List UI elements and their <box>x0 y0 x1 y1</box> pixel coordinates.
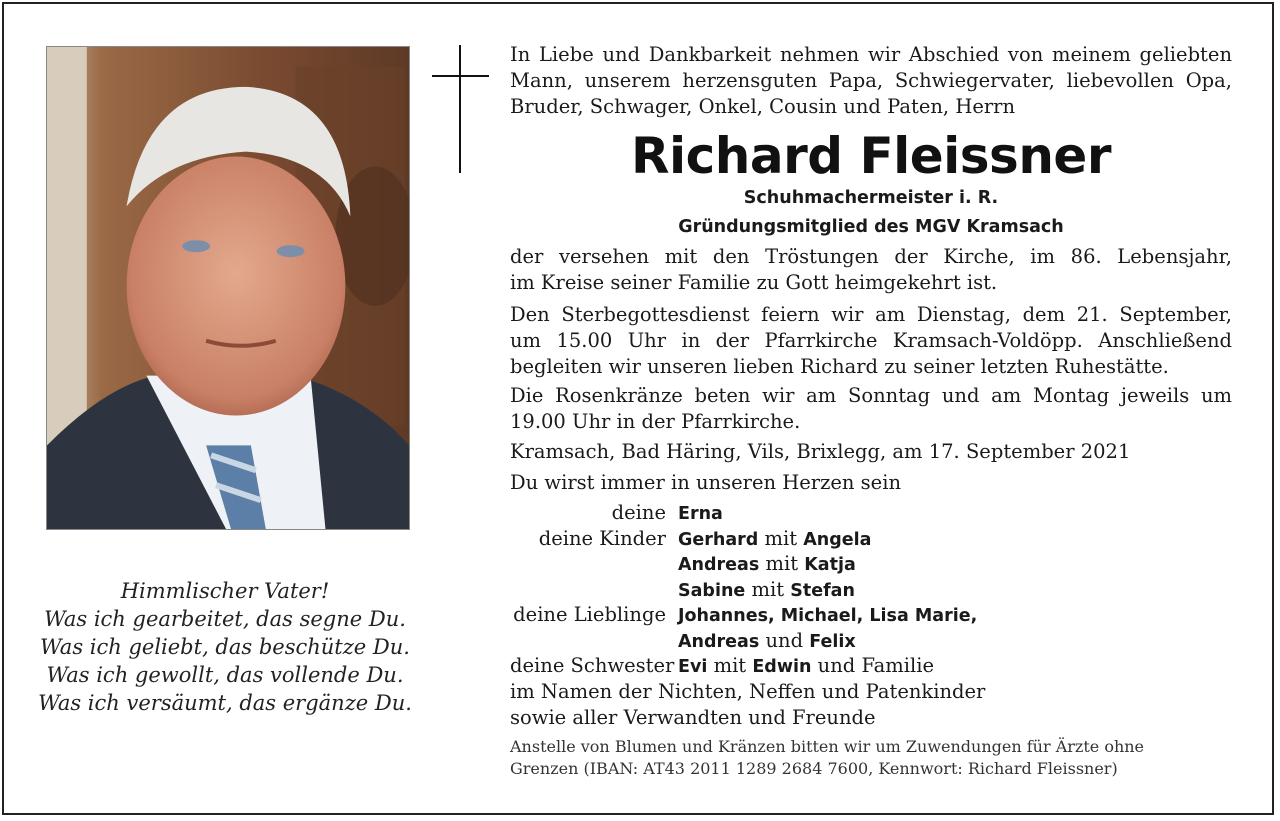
donation-note <box>510 736 1232 780</box>
family-row <box>510 628 1232 654</box>
prayer-line: Was ich gearbeitet, das segne Du. <box>44 607 406 631</box>
text-line: um 15.00 Uhr in der Pfarrkirche Kramsach-Voldöpp. Anschließend <box>510 329 1232 352</box>
text-line: 19.00 Uhr in der Pfarrkirche. <box>510 410 801 433</box>
family-members <box>678 653 1232 679</box>
member-name: Andreas <box>678 631 760 652</box>
closing-text <box>510 679 1232 730</box>
connector-text: mit <box>758 526 804 550</box>
member-name: Evi <box>678 657 708 677</box>
prayer-title: Himmlischer Vater! <box>120 579 330 603</box>
text-line: Anstelle von Blumen und Kränzen bitten wir um Zuwendungen für Ärzte ohne <box>510 737 1145 756</box>
occupation: Schuhmachermeister i. R. <box>743 188 999 208</box>
family-row <box>510 577 1232 603</box>
family-label <box>510 577 678 603</box>
prayer <box>20 577 430 717</box>
cross-icon <box>432 45 490 175</box>
member-name: Felix <box>809 631 856 652</box>
portrait-photo <box>46 46 410 530</box>
member-name: Angela <box>803 529 872 550</box>
family-row <box>510 500 1232 526</box>
connector-text: mit <box>745 577 791 601</box>
member-name: Edwin <box>752 657 812 677</box>
family-members <box>678 551 1232 577</box>
family-label: deine Kinder <box>538 526 666 550</box>
family-members <box>678 577 1232 603</box>
intro-text <box>510 42 1232 120</box>
prayer-line: Was ich gewollt, das vollende Du. <box>46 663 404 687</box>
family-label: deine <box>611 501 666 524</box>
member-name: Johannes, Michael, Lisa Marie, <box>678 606 978 626</box>
family-label <box>510 628 678 654</box>
text-line: sowie aller Verwandten und Freunde <box>510 705 876 729</box>
connector-text: und Familie <box>811 654 935 677</box>
family-row <box>510 653 1232 679</box>
prayer-line: Was ich geliebt, das beschütze Du. <box>40 635 410 659</box>
family-label <box>510 551 678 577</box>
family-row <box>510 551 1232 577</box>
deceased-name: Richard Fleissner <box>630 127 1111 185</box>
connector-text: mit <box>707 654 753 677</box>
family-label: deine Schwester <box>510 654 675 677</box>
family-members <box>678 500 1232 526</box>
family-label: deine Lieblinge <box>513 603 666 626</box>
family-list <box>510 500 1232 679</box>
text-line: Den Sterbegottesdienst feiern wir am Dienstag, dem 21. September, <box>510 303 1232 326</box>
family-members <box>678 628 1232 654</box>
text-line: Die Rosenkränze beten wir am Sonntag und am Montag jeweils um <box>510 384 1232 407</box>
connector-text: mit <box>759 552 805 575</box>
text-line: der versehen mit den Tröstungen der Kirche, im 86. Lebensjahr, <box>510 245 1232 268</box>
rosary-paragraph <box>510 383 1232 435</box>
member-name: Stefan <box>790 580 855 601</box>
intro-line: Mann, unserem herzensguten Papa, Schwiegervater, liebevollen Opa, <box>510 69 1232 92</box>
place-date: Kramsach, Bad Häring, Vils, Brixlegg, am 17. September 2021 <box>510 440 1131 463</box>
family-members <box>678 526 1232 552</box>
member-name: Katja <box>804 555 856 575</box>
prayer-line: Was ich versäumt, das ergänze Du. <box>38 691 412 715</box>
family-members <box>678 602 1232 628</box>
member-name: Andreas <box>678 555 760 575</box>
member-name: Erna <box>678 504 723 524</box>
motto: Du wirst immer in unseren Herzen sein <box>510 471 902 494</box>
death-paragraph <box>510 244 1232 296</box>
intro-line: In Liebe und Dankbarkeit nehmen wir Abschied von meinem geliebten <box>510 43 1232 66</box>
text-line: begleiten wir unseren lieben Richard zu seiner letzten Ruhestätte. <box>510 355 1169 378</box>
family-row <box>510 526 1232 552</box>
membership: Gründungsmitglied des MGV Kramsach <box>678 217 1064 237</box>
family-row <box>510 602 1232 628</box>
member-name: Gerhard <box>678 529 759 550</box>
text-line: im Namen der Nichten, Neffen und Patenkinder <box>510 680 986 703</box>
text-line: im Kreise seiner Familie zu Gott heimgekehrt ist. <box>510 271 998 294</box>
connector-text: und <box>759 628 810 652</box>
service-paragraph <box>510 302 1232 380</box>
intro-line: Bruder, Schwager, Onkel, Cousin und Paten, Herrn <box>510 95 1016 118</box>
text-line: Grenzen (IBAN: AT43 2011 1289 2684 7600, Kennwort: Richard Fleissner) <box>510 759 1118 778</box>
member-name: Sabine <box>678 580 746 601</box>
